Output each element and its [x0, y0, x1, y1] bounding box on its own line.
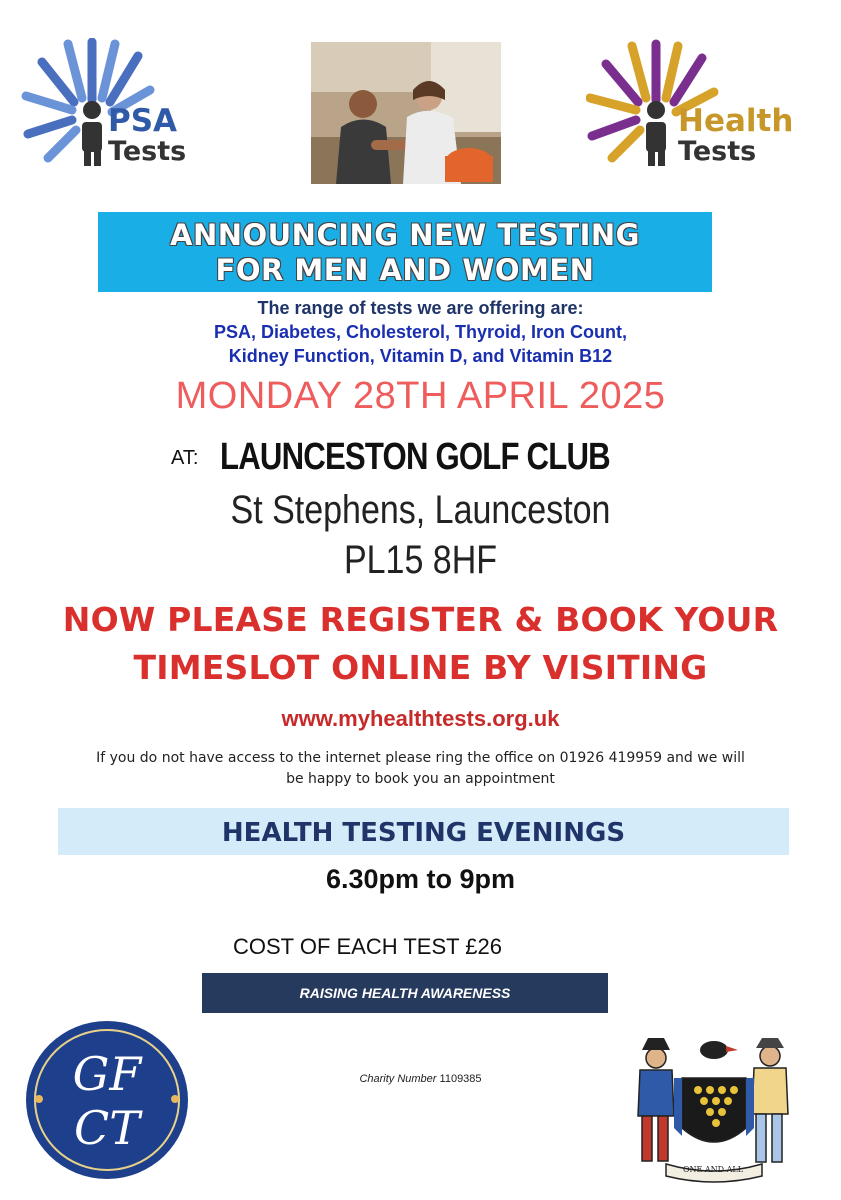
header-photo [311, 42, 501, 184]
test-cost [233, 934, 502, 960]
offline-booking-line2: be happy to book you an appointment [286, 771, 555, 787]
banner-line2: FOR MEN AND WOMEN [215, 253, 595, 287]
crest-motto: ONE AND ALL [682, 1165, 744, 1174]
health-logo-line2: Tests [678, 136, 757, 167]
gfct-line2: CT [74, 1101, 140, 1155]
announcement-banner [98, 212, 712, 292]
evenings-banner [58, 808, 789, 855]
register-line2: TIMESLOT ONLINE BY VISITING [133, 648, 708, 687]
at-label: AT: [171, 447, 199, 469]
charity-value: 1109385 [439, 1073, 482, 1085]
evenings-title: HEALTH TESTING EVENINGS [221, 818, 626, 848]
venue-address: St Stephens, Launceston [230, 488, 611, 532]
coat-of-arms-illustration [618, 1016, 808, 1186]
awareness-text: RAISING HEALTH AWARENESS [299, 985, 511, 1001]
blood-test-photo-illustration [311, 42, 501, 184]
psa-logo-line2: Tests [108, 136, 187, 167]
tests-range-intro: The range of tests we are offering are: [257, 298, 584, 318]
gfct-logo [24, 1019, 190, 1181]
venue-name: LAUNCESTON GOLF CLUB [220, 436, 610, 478]
psa-logo-line1: PSA [108, 103, 178, 139]
venue-postcode: PL15 8HF [343, 538, 498, 582]
cost-price: £26 [465, 934, 502, 959]
psa-tests-logo [20, 38, 200, 168]
event-date: MONDAY 28TH APRIL 2025 [175, 375, 666, 417]
website-link[interactable]: www.myhealthtests.org.uk [281, 706, 560, 731]
banner-line1: ANNOUNCING NEW TESTING [170, 218, 640, 252]
charity-label: Charity Number [359, 1073, 437, 1085]
evening-times: 6.30pm to 9pm [325, 864, 516, 894]
tests-range-line1: PSA, Diabetes, Cholesterol, Thyroid, Iron Count, [213, 322, 628, 342]
offline-booking-line1: If you do not have access to the internet please ring the office on 01926 419959 and we will [96, 750, 745, 766]
gfct-line1: GF [72, 1047, 142, 1101]
health-logo-line1: Health [678, 103, 794, 139]
cost-label: COST OF EACH TEST [233, 934, 460, 959]
awareness-banner [202, 973, 608, 1013]
tests-range-line2: Kidney Function, Vitamin D, and Vitamin B12 [228, 346, 613, 366]
health-tests-logo [586, 38, 801, 168]
cornwall-crest [618, 1016, 808, 1186]
register-line1: NOW PLEASE REGISTER & BOOK YOUR [62, 600, 779, 639]
